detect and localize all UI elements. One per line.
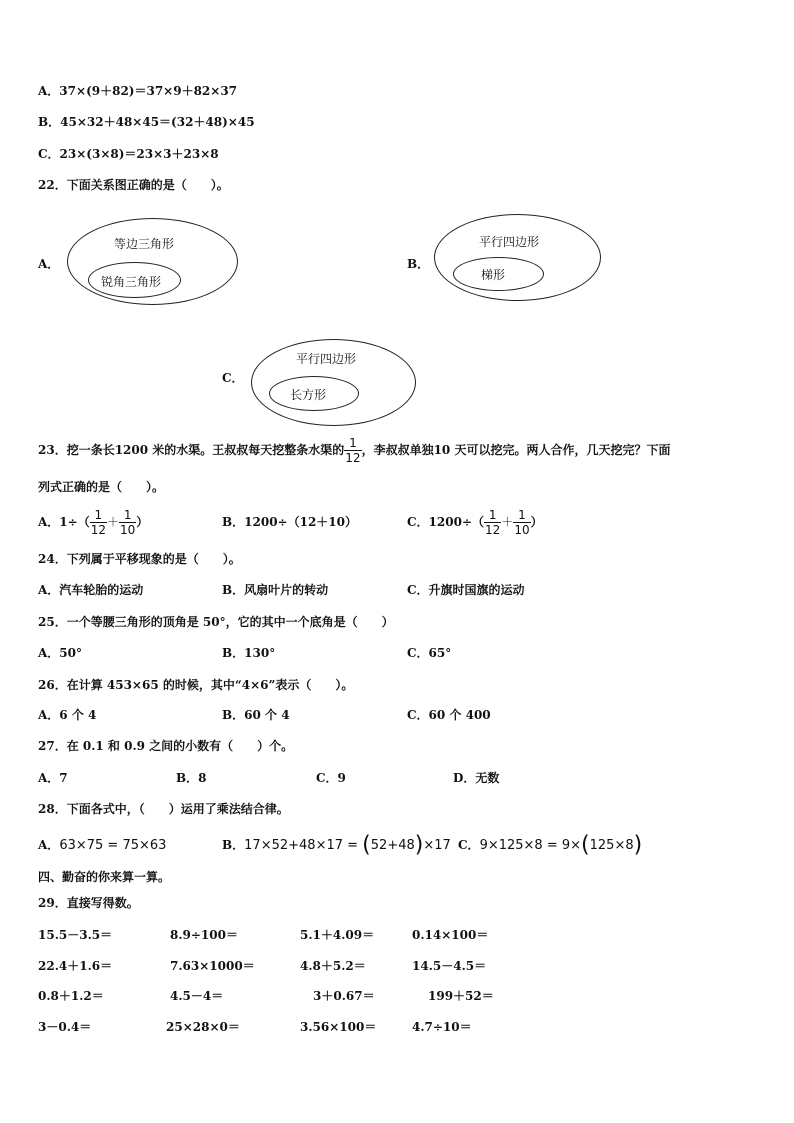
- q23-option-a: A．1÷（ $\frac{1}{12}$ ＋ $\frac{1}{10}$ ）: [38, 508, 149, 537]
- calc-item: 3－0.4＝: [38, 1020, 92, 1034]
- calc-item: 4.7÷10＝: [412, 1020, 472, 1034]
- q23-option-c: C．1200÷（ $\frac{1}{12}$ ＋ $\frac{1}{10}$ ）: [407, 508, 543, 537]
- q26-stem: 26．在计算 453×65 的时候，其中“4×6”表示（ ）。: [38, 678, 354, 692]
- q23-stem-part1: 23．挖一条长1200 米的水渠。王叔叔每天挖整条水渠的: [38, 443, 345, 457]
- q25-stem: 25．一个等腰三角形的顶角是 50°，它的其中一个底角是（ ）: [38, 615, 394, 629]
- inner-set-label: 梯形: [481, 268, 506, 282]
- q23-stem-part2: ，李叔叔单独10 天可以挖完。两人合作，几天挖完？下面: [361, 443, 671, 457]
- calc-item: 15.5－3.5＝: [38, 928, 113, 942]
- fraction-1-12: $\frac{1}{12}$: [345, 436, 361, 465]
- fraction: $\frac{1}{12}$: [485, 508, 501, 537]
- calc-item: 25×28×0＝: [166, 1020, 240, 1034]
- q22-option-b-label: B．: [407, 257, 430, 271]
- outer-set-label: 平行四边形: [296, 352, 357, 366]
- calc-item: 0.14×100＝: [412, 928, 489, 942]
- q27-option-d: D．无数: [453, 771, 500, 785]
- q23-stem: [38, 434, 670, 466]
- q25-option-b: B．130°: [222, 646, 276, 660]
- q25-option-a: A．50°: [38, 646, 83, 660]
- q26-option-c: C．60 个 400: [407, 708, 491, 722]
- fraction: $\frac{1}{10}$: [514, 508, 530, 537]
- fraction: $\frac{1}{10}$: [120, 508, 136, 537]
- q21-option-a: A．37×(9＋82)＝37×9＋82×37: [38, 84, 238, 98]
- q21-option-c: C．23×(3×8)＝23×3＋23×8: [38, 147, 219, 161]
- inner-set-label: 锐角三角形: [101, 275, 162, 289]
- calc-item: 3＋0.67＝: [313, 989, 375, 1003]
- q25-option-c: C．65°: [407, 646, 452, 660]
- calc-item: 22.4＋1.6＝: [38, 959, 113, 973]
- section-heading: 四、勤奋的你来算一算。: [38, 870, 171, 884]
- q23-stem-line2: 列式正确的是（ ）。: [38, 480, 165, 494]
- q28-option-b: B．17×52+48×17 = (52+48)×17: [222, 832, 451, 858]
- calc-item: 8.9÷100＝: [170, 928, 238, 942]
- q27-option-b: B．8: [176, 771, 207, 785]
- outer-set-label: 平行四边形: [479, 235, 540, 249]
- calc-item: 14.5－4.5＝: [412, 959, 487, 973]
- calc-item: 7.63×1000＝: [170, 959, 255, 973]
- q27-option-c: C．9: [316, 771, 346, 785]
- q24-stem: 24．下列属于平移现象的是（ ）。: [38, 552, 241, 566]
- q29-stem: 29．直接写得数。: [38, 896, 139, 910]
- calc-item: 4.5－4＝: [170, 989, 224, 1003]
- q24-option-c: C．升旗时国旗的运动: [407, 583, 525, 597]
- q22-stem: 22．下面关系图正确的是（ ）。: [38, 178, 229, 192]
- q22-option-c-label: C．: [222, 371, 244, 385]
- q23-option-b: B．1200÷（12＋10）: [222, 515, 357, 529]
- q28-option-a: A．63×75 = 75×63: [38, 838, 167, 853]
- q26-option-b: B．60 个 4: [222, 708, 290, 722]
- calc-item: 3.56×100＝: [300, 1020, 377, 1034]
- q27-stem: 27．在 0.1 和 0.9 之间的小数有（ ）个。: [38, 739, 294, 753]
- q27-option-a: A．7: [38, 771, 68, 785]
- calc-item: 0.8＋1.2＝: [38, 989, 104, 1003]
- calc-item: 5.1＋4.09＝: [300, 928, 375, 942]
- q24-option-a: A．汽车轮胎的运动: [38, 583, 144, 597]
- calc-item: 4.8＋5.2＝: [300, 959, 366, 973]
- q21-option-b: B．45×32＋48×45＝(32＋48)×45: [38, 115, 255, 129]
- fraction: $\frac{1}{12}$: [90, 508, 106, 537]
- math-expression: 17×52+48×17 = (52+48)×17: [244, 832, 451, 858]
- inner-set-label: 长方形: [290, 388, 327, 402]
- calc-item: 199＋52＝: [428, 989, 494, 1003]
- q28-option-c: C．9×125×8 = 9×(125×8): [458, 832, 643, 858]
- math-expression: 9×125×8 = 9×(125×8): [479, 832, 643, 858]
- q22-option-a-label: A．: [38, 257, 60, 271]
- q24-option-b: B．风扇叶片的转动: [222, 583, 329, 597]
- q26-option-a: A．6 个 4: [38, 708, 97, 722]
- outer-set-label: 等边三角形: [114, 237, 175, 251]
- math-expression: 63×75 = 75×63: [59, 838, 167, 853]
- q28-stem: 28．下面各式中，（ ）运用了乘法结合律。: [38, 802, 289, 816]
